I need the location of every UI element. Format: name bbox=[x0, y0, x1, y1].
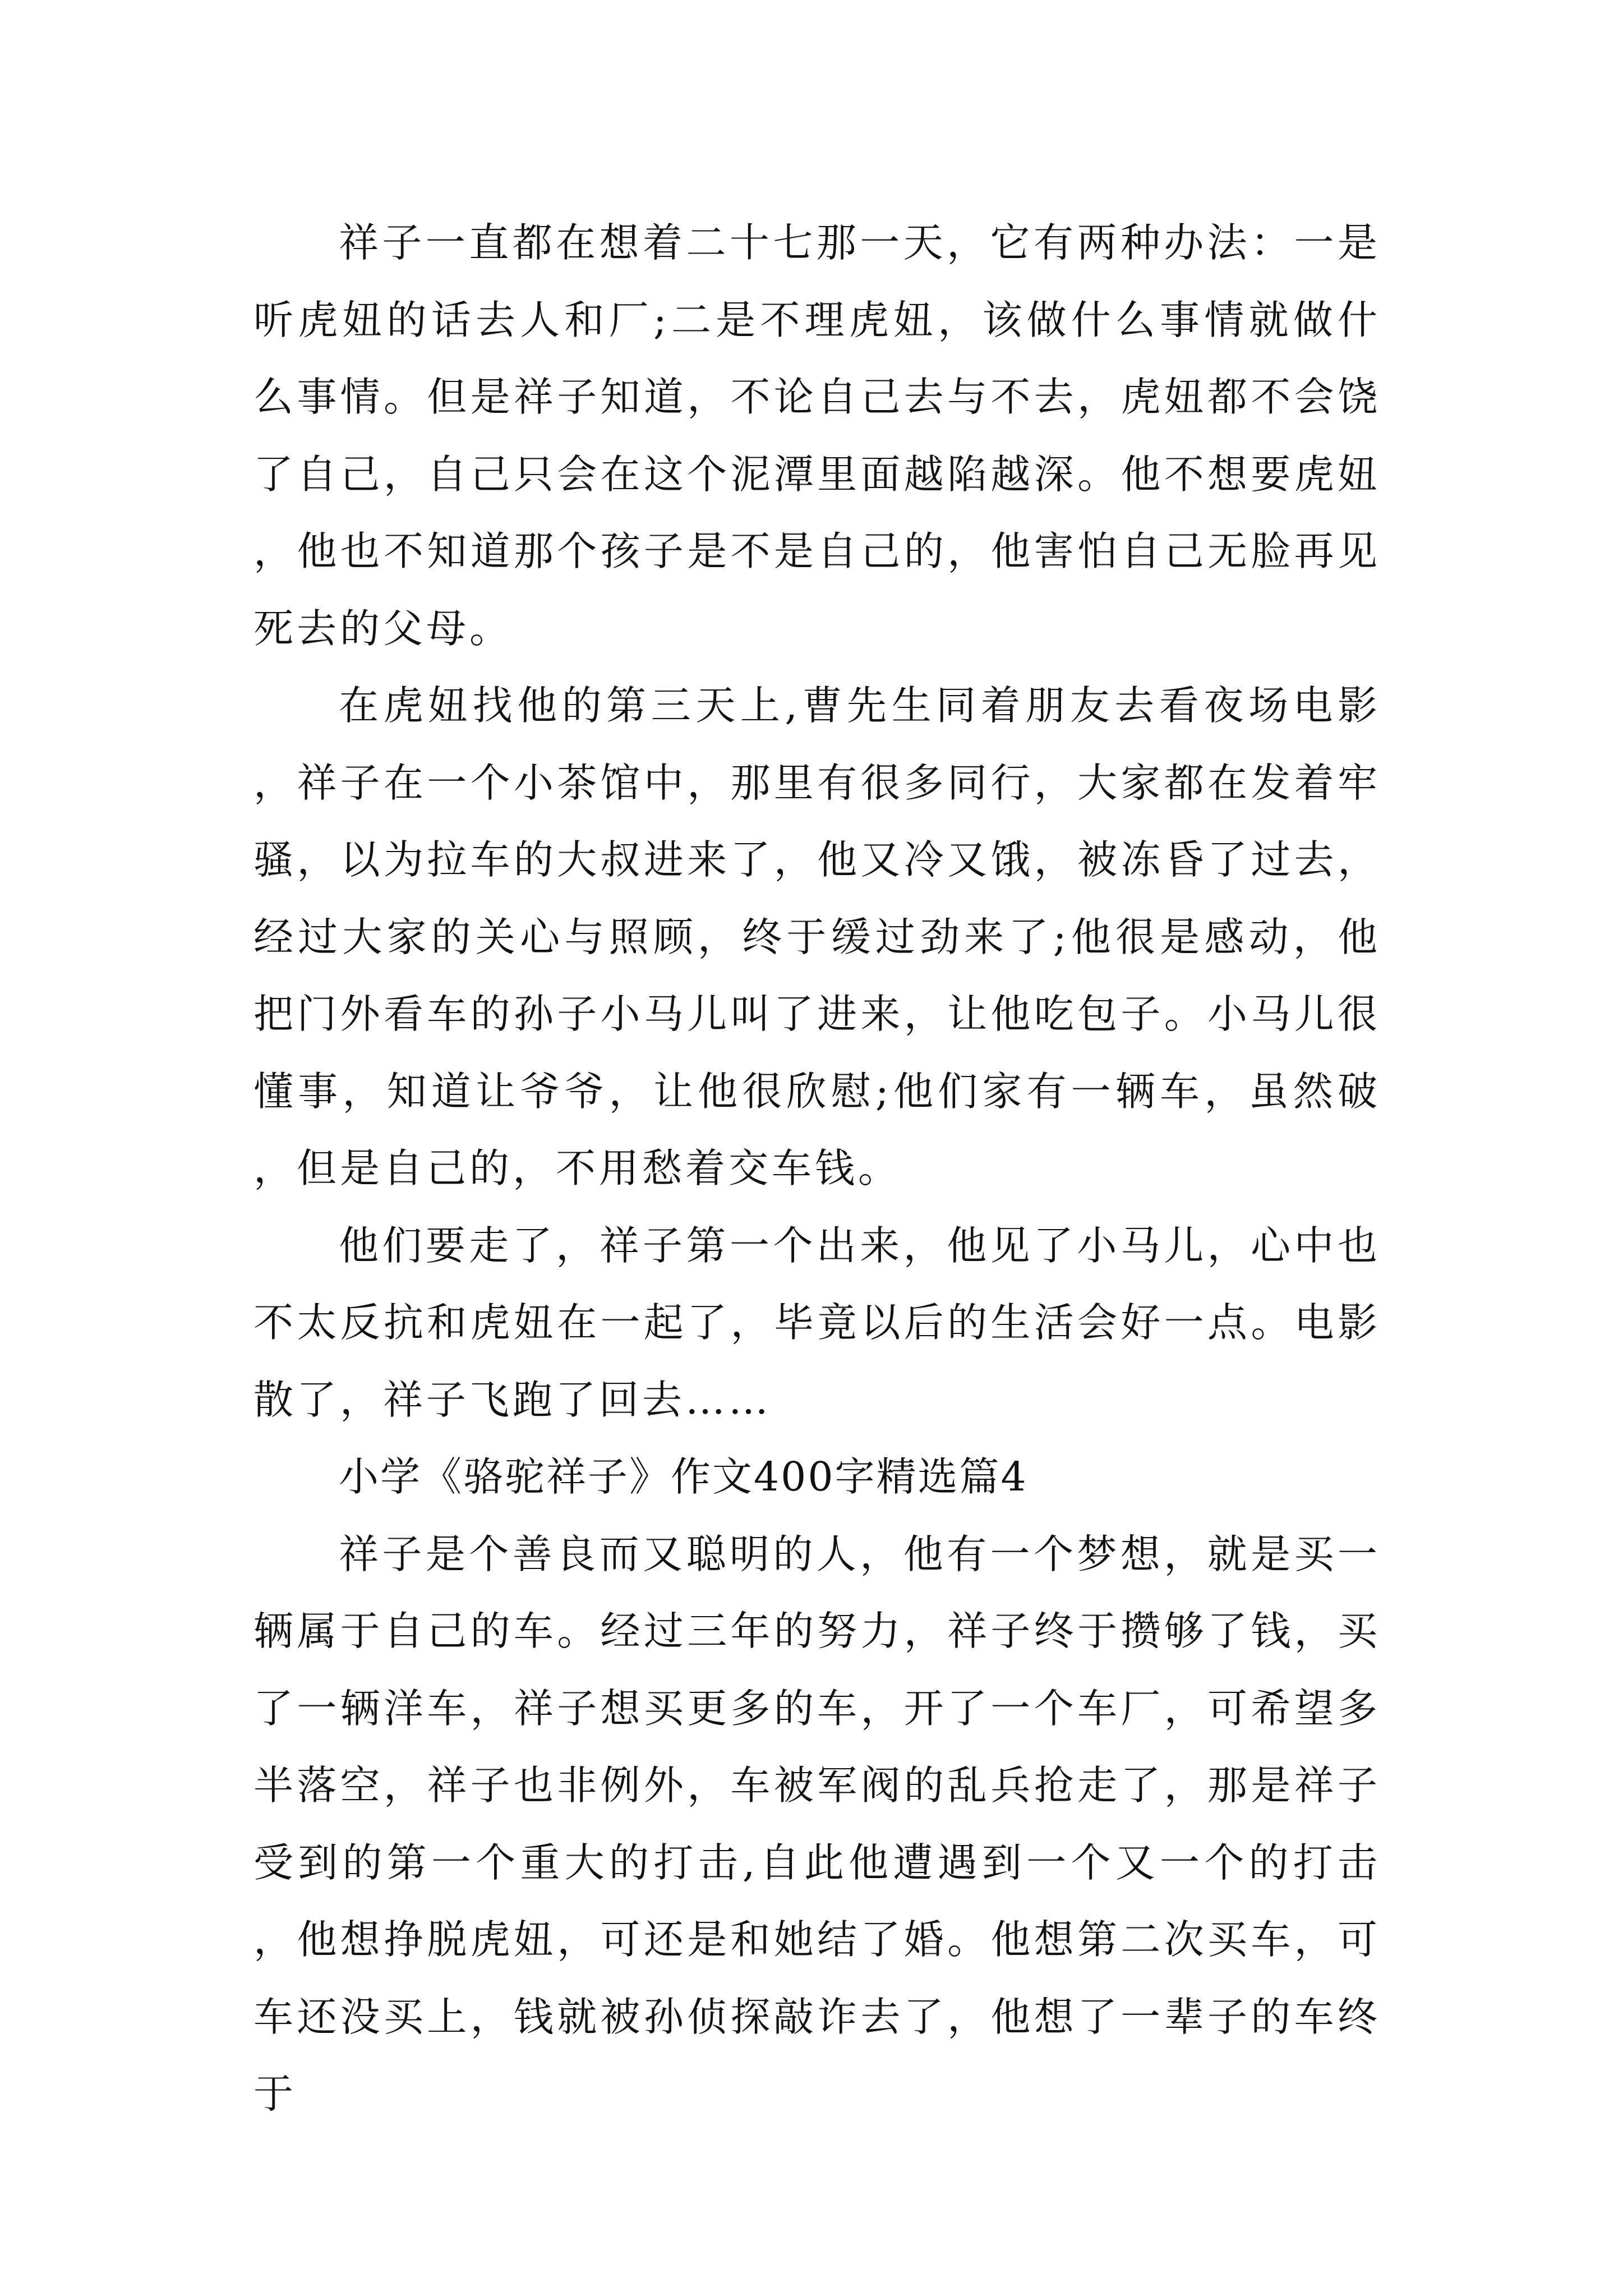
paragraph-2: 在虎妞找他的第三天上,曹先生同着朋友去看夜场电影，祥子在一个小茶馆中，那里有很多同行，大家都在发着牢骚，以为拉车的大叔进来了，他又冷又饿，被冻昏了过去，经过大家的关心与照顾，终于缓过劲来了;他很是感动，他把门外看车的孙子小马儿叫了进来，让他吃包子。小马儿很懂事，知道让爷爷，让他很欣慰;他们家有一辆车，虽然破，但是自己的，不用愁着交车钱。 bbox=[253, 682, 1381, 1191]
paragraph-1: 祥子一直都在想着二十七那一天，它有两种办法：一是听虎妞的话去人和厂;二是不理虎妞，该做什么事情就做什么事情。但是祥子知道，不论自己去与不去，虎妞都不会饶了自己，自己只会在这个泥潭里面越陷越深。他不想要虎妞，他也不知道那个孩子是不是自己的，他害怕自己无脸再见死去的父母。 bbox=[253, 219, 1381, 652]
document-body bbox=[253, 204, 1381, 2133]
section-heading: 小学《骆驼祥子》作文400字精选篇4 bbox=[339, 1453, 1028, 1500]
paragraph-3: 他们要走了，祥子第一个出来，他见了小马儿，心中也不太反抗和虎妞在一起了，毕竟以后的生活会好一点。电影散了，祥子飞跑了回去…… bbox=[253, 1222, 1381, 1423]
paragraph-4: 祥子是个善良而又聪明的人，他有一个梦想，就是买一辆属于自己的车。经过三年的努力，祥子终于攒够了钱，买了一辆洋车，祥子想买更多的车，开了一个车厂，可希望多半落空，祥子也非例外，车被军阀的乱兵抢走了，那是祥子受到的第一个重大的打击,自此他遭遇到一个又一个的打击，他想挣脱虎妞，可还是和她结了婚。他想第二次买车，可车还没买上，钱就被孙侦探敲诈去了，他想了一辈子的车终于 bbox=[253, 1530, 1381, 2117]
